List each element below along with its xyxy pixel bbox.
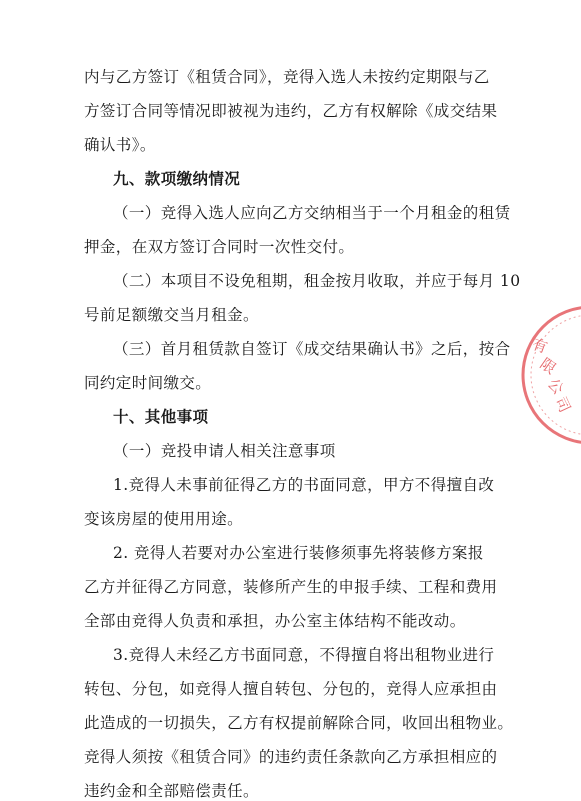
paragraph-line: 乙方并征得乙方同意，装修所产生的申报手续、工程和费用 bbox=[84, 578, 498, 596]
section-heading-other: 十、其他事项 bbox=[113, 408, 209, 426]
paragraph-line: 全部由竞得人负责和承担，办公室主体结构不能改动。 bbox=[84, 612, 466, 630]
subsection-heading: （一）竞投申请人相关注意事项 bbox=[113, 442, 336, 460]
svg-text:限: 限 bbox=[536, 354, 560, 378]
paragraph-line: 1.竞得人未事前征得乙方的书面同意，甲方不得擅自改 bbox=[113, 476, 495, 494]
svg-text:司: 司 bbox=[551, 394, 575, 416]
paragraph-line: 违约金和全部赔偿责任。 bbox=[84, 782, 259, 800]
paragraph-line: （三）首月租赁款自签订《成交结果确认书》之后，按合 bbox=[113, 340, 511, 358]
svg-text:公: 公 bbox=[543, 375, 568, 399]
paragraph-line: 确认书》。 bbox=[84, 136, 156, 154]
paragraph-line: 号前足额缴交当月租金。 bbox=[84, 306, 259, 324]
paragraph-line: 3.竞得人未经乙方书面同意，不得擅自将出租物业进行 bbox=[113, 646, 495, 664]
paragraph-line: 2. 竞得人若要对办公室进行装修须事先将装修方案报 bbox=[113, 544, 484, 562]
paragraph-line: 内与乙方签订《租赁合同》，竞得入选人未按约定期限与乙 bbox=[84, 68, 490, 86]
paragraph-line: 同约定时间缴交。 bbox=[84, 374, 212, 392]
paragraph-line: 此造成的一切损失，乙方有权提前解除合同，收回出租物业。 bbox=[84, 714, 514, 732]
paragraph-line: 变该房屋的使用用途。 bbox=[84, 510, 244, 528]
paragraph-line: 押金，在双方签订合同时一次性交付。 bbox=[84, 238, 355, 256]
paragraph-line: 转包、分包，如竞得人擅自转包、分包的，竞得人应承担由 bbox=[84, 680, 498, 698]
seal-icon bbox=[501, 300, 581, 450]
paragraph-line: （二）本项目不设免租期，租金按月收取，并应于每月 10 bbox=[113, 272, 521, 290]
paragraph-line: 方签订合同等情况即被视为违约，乙方有权解除《成交结果 bbox=[84, 102, 498, 120]
svg-text:有: 有 bbox=[529, 334, 550, 357]
paragraph-line: 竞得人须按《租赁合同》的违约责任条款向乙方承担相应的 bbox=[84, 748, 498, 766]
section-heading-payment: 九、款项缴纳情况 bbox=[113, 170, 241, 188]
paragraph-line: （一）竞得入选人应向乙方交纳相当于一个月租金的租赁 bbox=[113, 204, 511, 222]
company-seal bbox=[501, 300, 581, 450]
